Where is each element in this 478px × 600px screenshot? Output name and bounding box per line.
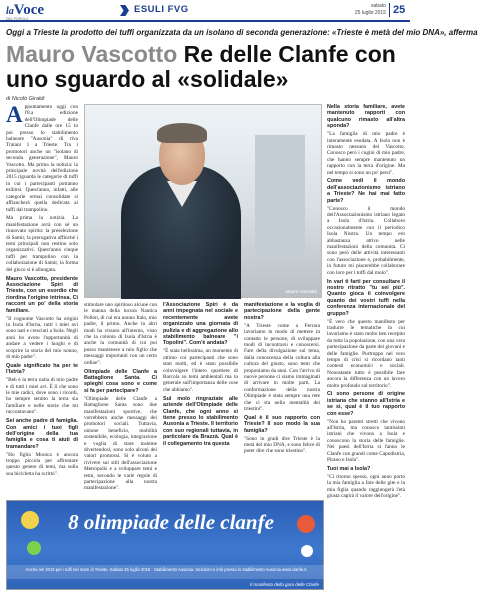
event-poster-image — [6, 500, 324, 590]
paragraph: "È stata bellissima, un momento di ottimo coi partecipanti che sono stati molti, ed è stato possibile coinvolgere l'intero quartiere di Barcola su temi ambientali ma in generale sull'importanza delle cose che abbiamo". — [163, 348, 238, 393]
paragraph: "Non ho parenti stretti che vivono all'Istria, ma conosco tantissimi istriani che vivono a Isola e conoscono la storia delle famiglie. Nei paesi dell'Istria si fanno le Clanfe con grandi come Capodistria, Pirano e Isola". — [327, 418, 405, 464]
interview-question: manifestazione e la voglia di partecipazione della gente nostra? — [244, 302, 320, 321]
paragraph: "Sono in gradi dire Trieste è la metà del mio DNA, e sono felice di poter dire che sono triestino". — [244, 435, 320, 455]
poster-title: 8 olimpiade delle clanfe — [68, 510, 274, 534]
interview-question: Qual è il suo rapporto con Trieste? Il suo modo la sua famiglia? — [244, 414, 320, 434]
issue-date — [350, 3, 386, 16]
photo-caption: Mauro Vascotto — [285, 289, 317, 294]
section-title[interactable]: ESULI FVG — [134, 4, 189, 15]
article-byline: di Nicolò Giraldi — [6, 96, 45, 102]
paragraph: "Olimpiade delle Clanfe a Battaglione Santa sono due manifestazioni sportive, che vorrebbero anche messaggi dei promotori sociali. Tuttavia, unione beneficio, mobilità sostenibile, ecologia, integrazione e voglia di stare insieme divertendosi, sono solo alcuni dei valori promossi. Si è voluto a rivivere sui stili dell'associazione Metropolis e a sviluppare temi e temi, secondo le varie regole di partecipazione alla nostra manifestazione". — [84, 395, 157, 492]
paragraph: "La famiglia di mio padre è interamente esodata. A Isola non è rimasto nessuno dei Vascotto. Conosco però i cugini di mio padre, che hanno sempre mantenuto un rapporto con la terra d'origine. Ma nel tempo si sono un po' persi". — [327, 131, 405, 176]
article-column-3 — [163, 302, 238, 497]
interview-question: l'Associazione Spiri è da anni impegnata nel sociale e recentemente avete organizzato una giornata di pulizia e di aggregazione allo stabilimento balneare "i Topolini". Com'è andata? — [163, 302, 238, 347]
logo-subtitle: DEL POPOLO — [6, 17, 29, 21]
interview-question: Come vedi il mondo dell'associazionismo istriano a Trieste? Ne hai mai fatto parte? — [327, 178, 405, 204]
article-column-2 — [84, 302, 157, 497]
interview-question: Mauro Vascotto, presidente Associazione Spiri di Trieste, con un esordio che riordina l'origine intrinsa. Ci raccont un po' della storia familiare. — [6, 275, 78, 314]
paragraph: stimolare uno spiritoso alcune con le manna della lucura Nautica Pollon, di cui era nonno Italo, mio padre, il primo. Anche in altri modi ha vissuto all'interno, visto che la colonia di Isola d'Istria è anche la comunità di cui poi posso mantenere a mio figlio che messaggi importanti con un certo ordine". — [84, 302, 157, 366]
issue-date-text: 25 luglio 2015 — [354, 9, 386, 16]
interview-question: Sul molo ringraziate alle aziende dell'Olimpiade delle Clanfe, che ogni anno si tiene presso lo stabilimento Ausonia a Trieste. Il territorio con suo regionali tuttavia, in particolare da Brazzà. Qual è il collegamento tra questa — [163, 395, 238, 447]
headline-name: Mauro Vascotto — [6, 41, 178, 67]
chevron-right-icon — [120, 5, 129, 16]
logo-name: Voce — [13, 2, 45, 18]
article-column-1 — [6, 104, 78, 498]
article-kicker: Oggi a Trieste la prodotto dei tuffi organizzata da un isolano di seconda generazione: «Trieste è metà del mio DNA», afferma — [6, 28, 478, 37]
masthead — [0, 0, 410, 22]
poster-info-strip: Anche nel 2015 per i tuffi nel mare di Trieste. Sabato 25 luglio 2015 · Stabilimento Ausonia. Iscrizioni e info presso lo stabilimento Ausonia www.clanfe.it — [7, 565, 325, 579]
interview-question: Nella storia familiare, avete mantenuto rapporti con qualcuno rimasto all'altra sponda? — [327, 104, 405, 130]
interview-question: Olimpiade delle Clanfe a Battaglione Santa. Ci spieghi cosa sono e come si fa per partecipare? — [84, 368, 157, 394]
newspaper-logo[interactable] — [6, 2, 44, 21]
interview-question: Sei anche padre di famiglia. Con amici i tuoi figli dell'origine della tua famiglia e cosa ti aiuti di tramandare? — [6, 418, 78, 450]
logo-prefix: la — [6, 6, 14, 17]
paragraph: "Ci ritorno spesso, ogni anno porto la mia famiglia a fare delle gite e la mia figlia quando raggiungerà l'età giusta capirà il valore dell'origine". — [327, 473, 405, 500]
article-column-4 — [244, 302, 320, 497]
article-headline — [6, 42, 406, 92]
paragraph: "Conosco il mondo dell'Associazionismo istriano legato a Isola d'Istria. Collaboro occasionalmente con il periodico Isola Nostra. Un tempo ero abbastanza attivo nelle manifestazioni della comunità. Ci sono però delle attività interessanti con l'associazione e, probabilmente, in futuro mi piacerebbe collaborare con loro per i tuffi dal molo". — [327, 205, 405, 276]
drop-cap: A — [6, 102, 23, 127]
photo-background — [255, 135, 305, 255]
interview-question: Quale significato ha per te l'Istria? — [6, 362, 78, 376]
interview-question: In vari ti farti per consultare il nostro ritratto "tu sei più". Quanto gioca il coinvolgere quanto dei vostri tuffi nella conferenza internazionale del gruppo? — [327, 278, 405, 317]
paragraph: "A Trieste come a Ferrara lavoriamo in modo di mettere in contatto le persone, di sviluppare modi di incontrarsi e conoscersi. Fare della divulgazione sul tema, dalla conoscenza della cultura alla cultura del giusto, sono temi che proponiamo da anni. Con l'arrivo di nuove persone ci siamo immaginati di arrivare in molte parti. La conformazione della nostra Olimpiade è stata sempre una rete che ci sta nella mentalità dei triestini". — [244, 322, 320, 412]
paragraph: "Il cognome Vascotto ha origini in Isola d'Istria, tutti i miei avi sono nati e cresciuti a Isola. Negli anni ho avuto l'opportunità di andare a vedere i luoghi e di scoprire la storia del mio nonno, di mio padre". — [6, 315, 78, 360]
interview-question: Ci sono persone di origine istriana che stanno all'Istria e se sì, qual è il tuo rapporto con esse? — [327, 391, 405, 417]
paragraph: Ma prima la notizia. La manifestazione avrà con sé un rinnovato spirito: la preselezione di Samir, la prerogativa affinché i temi principali non restino solo organizzativi. Quest'anno cinque tuffi per trampolino con la collaborazione di Samir, la forma del gioco si è allungata. — [6, 215, 78, 273]
headline-rest: Re delle Clanfe con uno sguardo al «solidale» — [6, 41, 396, 92]
poster-bubble-icon — [301, 545, 313, 557]
issue-day: sabato — [370, 3, 386, 9]
interview-question: Tuoi mai a Isola? — [327, 465, 371, 472]
poster-bubble-icon — [27, 541, 41, 555]
article-column-5 — [327, 104, 405, 594]
poster-caption: Il manifesto della gara delle Clanfe — [249, 582, 319, 587]
photo-hair — [157, 123, 207, 143]
paragraph: "Ho figlia Monica è ancora troppo piccola per affrontare questo genere di temi, ma sulla sua bicicletta ha scritto". — [6, 451, 78, 477]
page-number: 25 — [389, 3, 405, 17]
poster-bubble-icon — [21, 511, 39, 529]
paragraph: ppuntamento oggi con l'8.a edizione dell'Olimpiade delle Clanfe dalle ore 15 in poi presso lo stabilimento balneare "Ausonia" di riva Traiani 1 a Trieste. Tra i promotori anche un "isolano di seconda generazione", Mauro Vascotto. Ma prima la notizia: la principale novità dell'edizione 2015 riguarda le categorie di tuffi in cui i partecipanti potranno esibirsi. Quest'anno, infatti, alle categorie ormai consolidate si affiancherà quella dedicata ai tuffi dal trampolino. — [6, 104, 78, 213]
paragraph: "Beh è la terra natia di mio padre e di tutti i miei avi. È lì che sono le mie radici, dove sono i ricordi, ho sempre sentito la terra sia familiare e nelle storie che mi raccontavano". — [6, 377, 78, 416]
portrait-photo — [84, 104, 322, 298]
paragraph: "È vero che questo manifesto per tradurre le tematiche in cui lavoriamo è stato molto ben recepito da tutta la popolazione, con una vera partecipazione da parte dei giovani e delle famiglie. Purtroppo nel vero tempo di crisi si ricordano tanti contesti economici e sociali. Nonostante tutto è possibile fare ancora la differenza con un lavoro molto profondo sul territorio". — [327, 318, 405, 389]
poster-bubble-icon — [297, 515, 315, 533]
